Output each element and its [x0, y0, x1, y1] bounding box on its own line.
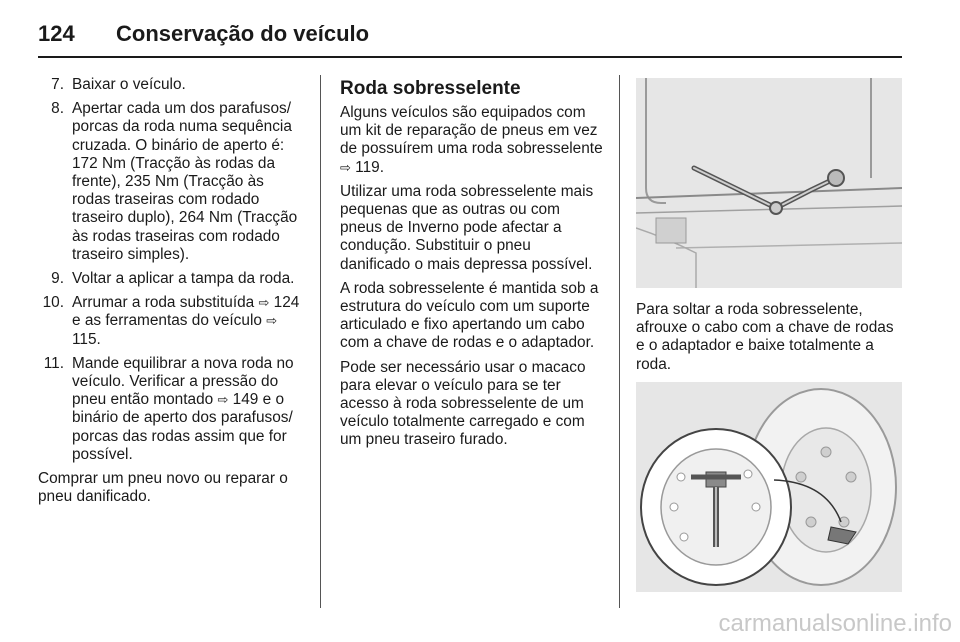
step-text-part: Baixar o veículo.	[72, 76, 186, 93]
step-number: 9.	[51, 270, 64, 288]
step-text	[72, 355, 302, 464]
step-number: 10.	[42, 294, 64, 312]
step-number: 8.	[51, 100, 64, 118]
step-text	[72, 294, 302, 349]
bumper-wrench-illustration	[636, 78, 902, 288]
page-ref-arrow-icon: ⇨	[258, 295, 270, 311]
step-10	[38, 294, 302, 349]
step-text	[72, 270, 302, 288]
header-rule	[38, 56, 902, 58]
page-header	[38, 14, 902, 54]
page-number: 124	[38, 21, 75, 46]
figure-caption: Para soltar a roda sobresselente, afrouxe o cabo com a chave de rodas e o adaptador e baixe totalmente a roda.	[636, 301, 894, 373]
step-text	[72, 100, 302, 264]
figure-wheel-wrench-under-bumper	[636, 78, 902, 288]
step-text-part: Arrumar a roda substituída	[72, 294, 259, 312]
paragraph-3: A roda sobresselente é mantida sob a estrutura do veículo com um suporte articulado e fixo apertando um cabo com a chave de rodas e o adaptador.	[340, 279, 599, 352]
step-number: 11.	[43, 354, 64, 372]
paragraph-part: Alguns veículos são equipados com um kit de reparação de pneus em vez de possuírem uma roda sobresselente	[340, 104, 603, 158]
paragraph-1	[340, 104, 604, 177]
column-spare-wheel	[340, 78, 604, 456]
step-text-part: 124 e as ferramentas do veículo	[72, 294, 300, 330]
steps-list	[38, 76, 302, 464]
figure-spare-wheel-detail	[636, 382, 902, 592]
step-8	[38, 100, 302, 264]
page-ref-arrow-icon: ⇨	[266, 313, 278, 329]
paragraph-4: Pode ser necessário usar o macaco para elevar o veículo para se ter acesso à roda sobresselente de um veículo totalmente carregado e com um pneu traseiro furado.	[340, 358, 586, 449]
page-ref-arrow-icon: ⇨	[340, 159, 351, 175]
step-text-part: 149 e o binário de aperto dos parafusos/ porcas das rodas assim que for possível.	[72, 391, 293, 463]
section-heading: Roda sobresselente	[340, 78, 521, 99]
closing-paragraph: Comprar um pneu novo ou reparar o pneu danificado.	[38, 470, 288, 506]
page-ref-arrow-icon: ⇨	[217, 392, 229, 408]
step-7	[38, 76, 302, 94]
column-divider-left	[320, 75, 321, 608]
step-text-part: Mande equilibrar a nova roda no veículo. Verificar a pressão do pneu então montado	[72, 354, 294, 409]
step-number: 7.	[51, 76, 64, 93]
step-text	[72, 76, 302, 94]
step-text-part: 115.	[72, 330, 101, 348]
paragraph-part: 119.	[350, 158, 384, 176]
paragraph-2: Utilizar uma roda sobresselente mais pequenas que as outras ou com pneus de Inverno pode afectar a condução. Substituir o pneu danificado o mais depressa possível.	[340, 182, 594, 273]
column-procedure	[38, 76, 302, 512]
step-text-part: Voltar a aplicar a tampa da roda.	[72, 270, 295, 288]
column-divider-right	[619, 75, 620, 608]
watermark: carmanualsonline.info	[718, 610, 952, 637]
step-text-part: Apertar cada um dos parafusos/ porcas da roda numa sequência cruzada. O binário de aperto é: 172 Nm (Tracção às rodas da frente), 235 Nm (Tracção às rodas traseiras com rodado traseiro duplo), 264 Nm (Tracção às rodas traseiras com rodado traseiro simples).	[72, 100, 298, 263]
step-11	[38, 355, 302, 464]
chapter-title: Conservação do veículo	[116, 21, 370, 46]
spare-wheel-illustration	[636, 382, 902, 592]
step-9	[38, 270, 302, 288]
